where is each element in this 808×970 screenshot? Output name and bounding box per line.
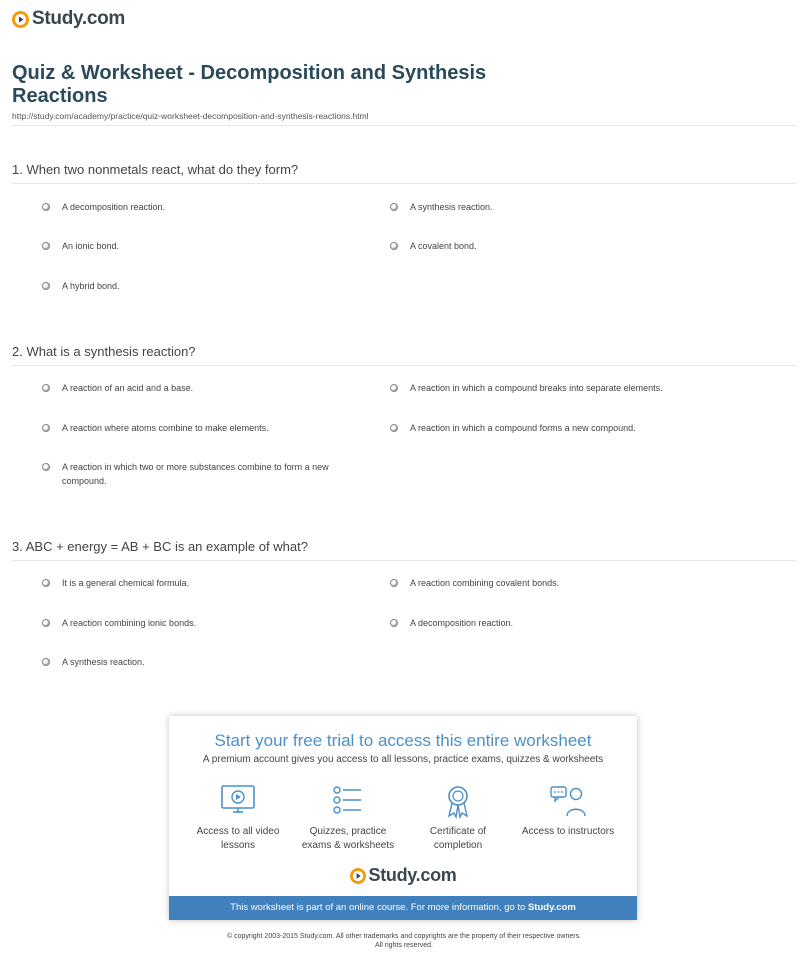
quiz-list-icon: [329, 783, 367, 819]
answer-option[interactable]: A synthesis reaction.: [390, 200, 493, 214]
feature-quizzes: [296, 783, 401, 853]
answer-option[interactable]: A decomposition reaction.: [390, 616, 513, 630]
feature-label: Access to instructors: [521, 826, 615, 837]
source-url: http://study.com/academy/practice/quiz-worksheet-decomposition-and-synthesis-reactions.html: [12, 111, 369, 121]
copyright-footer: [0, 932, 808, 950]
radio-icon[interactable]: [42, 282, 50, 290]
divider: [12, 125, 796, 126]
feature-instructors: [516, 783, 621, 853]
feature-label: Quizzes, practice exams & worksheets: [301, 826, 395, 851]
radio-icon[interactable]: [390, 579, 398, 587]
answer-option[interactable]: It is a general chemical formula.: [42, 576, 189, 590]
question-2: [12, 344, 796, 366]
question-text: 2. What is a synthesis reaction?: [12, 344, 196, 359]
radio-icon[interactable]: [42, 203, 50, 211]
answer-option[interactable]: A covalent bond.: [390, 239, 477, 253]
answer-option[interactable]: A reaction of an acid and a base.: [42, 381, 193, 395]
radio-icon[interactable]: [42, 384, 50, 392]
promo-info-bar: [169, 896, 637, 920]
copyright-line: © copyright 2003-2015 Study.com. All other trademarks and copyrights are the property of their respective owners.: [226, 933, 582, 940]
feature-label: Certificate of completion: [429, 826, 487, 851]
promo-bar-text: This worksheet is part of an online course. For more information, go to: [230, 902, 528, 913]
promo-logo[interactable]: [169, 865, 637, 886]
promo-subhead: A premium account gives you access to all lessons, practice exams, quizzes & worksheets: [202, 754, 604, 765]
radio-icon[interactable]: [42, 658, 50, 666]
free-trial-promo[interactable]: [169, 716, 637, 920]
brand-name: Study.com: [368, 865, 457, 885]
radio-icon[interactable]: [42, 242, 50, 250]
play-icon: [350, 868, 366, 884]
radio-icon[interactable]: [390, 203, 398, 211]
radio-icon[interactable]: [42, 463, 50, 471]
radio-icon[interactable]: [42, 579, 50, 587]
answer-option[interactable]: A synthesis reaction.: [42, 655, 145, 669]
radio-icon[interactable]: [390, 384, 398, 392]
question-1: [12, 162, 796, 184]
answer-option[interactable]: A reaction in which a compound breaks into separate elements.: [390, 381, 663, 395]
study-link[interactable]: Study.com: [527, 902, 576, 913]
radio-icon[interactable]: [42, 424, 50, 432]
question-3: [12, 539, 796, 561]
question-text: 1. When two nonmetals react, what do they form?: [12, 162, 299, 177]
feature-certificate: [406, 783, 511, 853]
radio-icon[interactable]: [42, 619, 50, 627]
video-lesson-icon: [219, 783, 257, 819]
page-title: Quiz & Worksheet - Decomposition and Synthesis Reactions: [12, 62, 487, 107]
radio-icon[interactable]: [390, 619, 398, 627]
divider: [12, 560, 796, 561]
radio-icon[interactable]: [390, 424, 398, 432]
answer-option[interactable]: A reaction where atoms combine to make elements.: [42, 421, 269, 435]
divider: [12, 365, 796, 366]
study-logo[interactable]: [12, 8, 125, 30]
play-icon: [12, 11, 29, 28]
answer-option[interactable]: A reaction in which two or more substances combine to form a new compound.: [42, 460, 372, 488]
instructor-icon: [549, 783, 587, 819]
feature-list: [169, 783, 637, 853]
answer-option[interactable]: A reaction combining ionic bonds.: [42, 616, 196, 630]
rights-line: All rights reserved.: [375, 942, 433, 949]
radio-icon[interactable]: [390, 242, 398, 250]
divider: [12, 183, 796, 184]
answer-option[interactable]: An ionic bond.: [42, 239, 119, 253]
certificate-icon: [439, 783, 477, 819]
answer-option[interactable]: A reaction in which a compound forms a new compound.: [390, 421, 636, 435]
feature-video-lessons: [186, 783, 291, 853]
promo-headline[interactable]: Start your free trial to access this entire worksheet: [214, 731, 592, 750]
answer-option[interactable]: A decomposition reaction.: [42, 200, 165, 214]
brand-name: Study.com: [32, 8, 126, 29]
answer-option[interactable]: A hybrid bond.: [42, 279, 120, 293]
answer-option[interactable]: A reaction combining covalent bonds.: [390, 576, 559, 590]
feature-label: Access to all video lessons: [196, 826, 280, 851]
question-text: 3. ABC + energy = AB + BC is an example of what?: [12, 539, 308, 554]
title-block: [12, 62, 792, 121]
